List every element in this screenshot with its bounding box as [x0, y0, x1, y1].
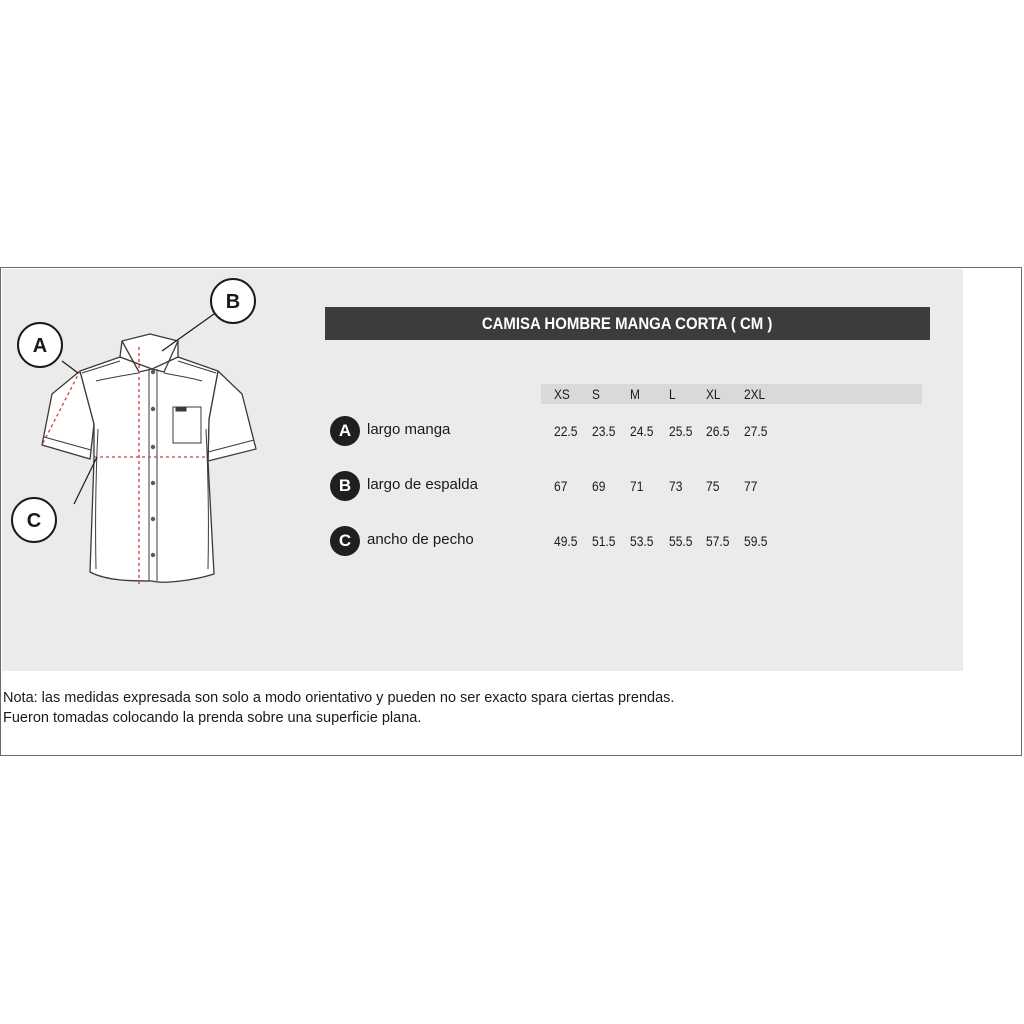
- row-c-label: ancho de pecho: [367, 531, 474, 548]
- row-a-s: 23.5: [592, 423, 616, 439]
- row-c-badge: C: [330, 526, 360, 556]
- shirt-diagram: [2, 269, 302, 671]
- row-a-2xl: 27.5: [744, 423, 768, 439]
- row-b-s: 69: [592, 478, 606, 494]
- row-a-badge: A: [330, 416, 360, 446]
- size-xs: XS: [554, 386, 570, 402]
- size-xl: XL: [706, 386, 721, 402]
- note-line-1: Nota: las medidas expresada son solo a modo orientativo y pueden no ser exacto spara ciertas prendas.: [3, 690, 675, 706]
- row-c-s: 51.5: [592, 533, 616, 549]
- row-c-l: 55.5: [669, 533, 693, 549]
- measurement-note: [3, 688, 674, 728]
- pocket-label: [176, 407, 186, 411]
- row-c-xl: 57.5: [706, 533, 730, 549]
- row-b-m: 71: [630, 478, 644, 494]
- row-b-xs: 67: [554, 478, 568, 494]
- row-b-xl: 75: [706, 478, 720, 494]
- label-c-text: C: [26, 510, 42, 532]
- row-b-label: largo de espalda: [367, 476, 478, 493]
- label-b-text: B: [225, 291, 241, 313]
- row-b-l: 73: [669, 478, 683, 494]
- row-a-xs: 22.5: [554, 423, 578, 439]
- label-a-text: A: [32, 335, 48, 357]
- row-b-badge: B: [330, 471, 360, 501]
- row-a-xl: 26.5: [706, 423, 730, 439]
- chest-pocket: [173, 407, 201, 443]
- size-2xl: 2XL: [744, 386, 766, 402]
- row-a-l: 25.5: [669, 423, 693, 439]
- row-c-xs: 49.5: [554, 533, 578, 549]
- row-c-m: 53.5: [630, 533, 654, 549]
- note-line-2: Fueron tomadas colocando la prenda sobre una superficie plana.: [3, 710, 422, 726]
- row-b-2xl: 77: [744, 478, 758, 494]
- size-s: S: [592, 386, 600, 402]
- size-l: L: [669, 386, 676, 402]
- row-a-m: 24.5: [630, 423, 654, 439]
- size-m: M: [630, 386, 640, 402]
- row-c-2xl: 59.5: [744, 533, 768, 549]
- chart-title: CAMISA HOMBRE MANGA CORTA ( CM ): [482, 313, 773, 333]
- size-chart-frame: [0, 267, 1022, 756]
- size-chart-panel: [2, 269, 963, 671]
- row-a-label: largo manga: [367, 421, 451, 438]
- chart-title-bar: [325, 307, 930, 340]
